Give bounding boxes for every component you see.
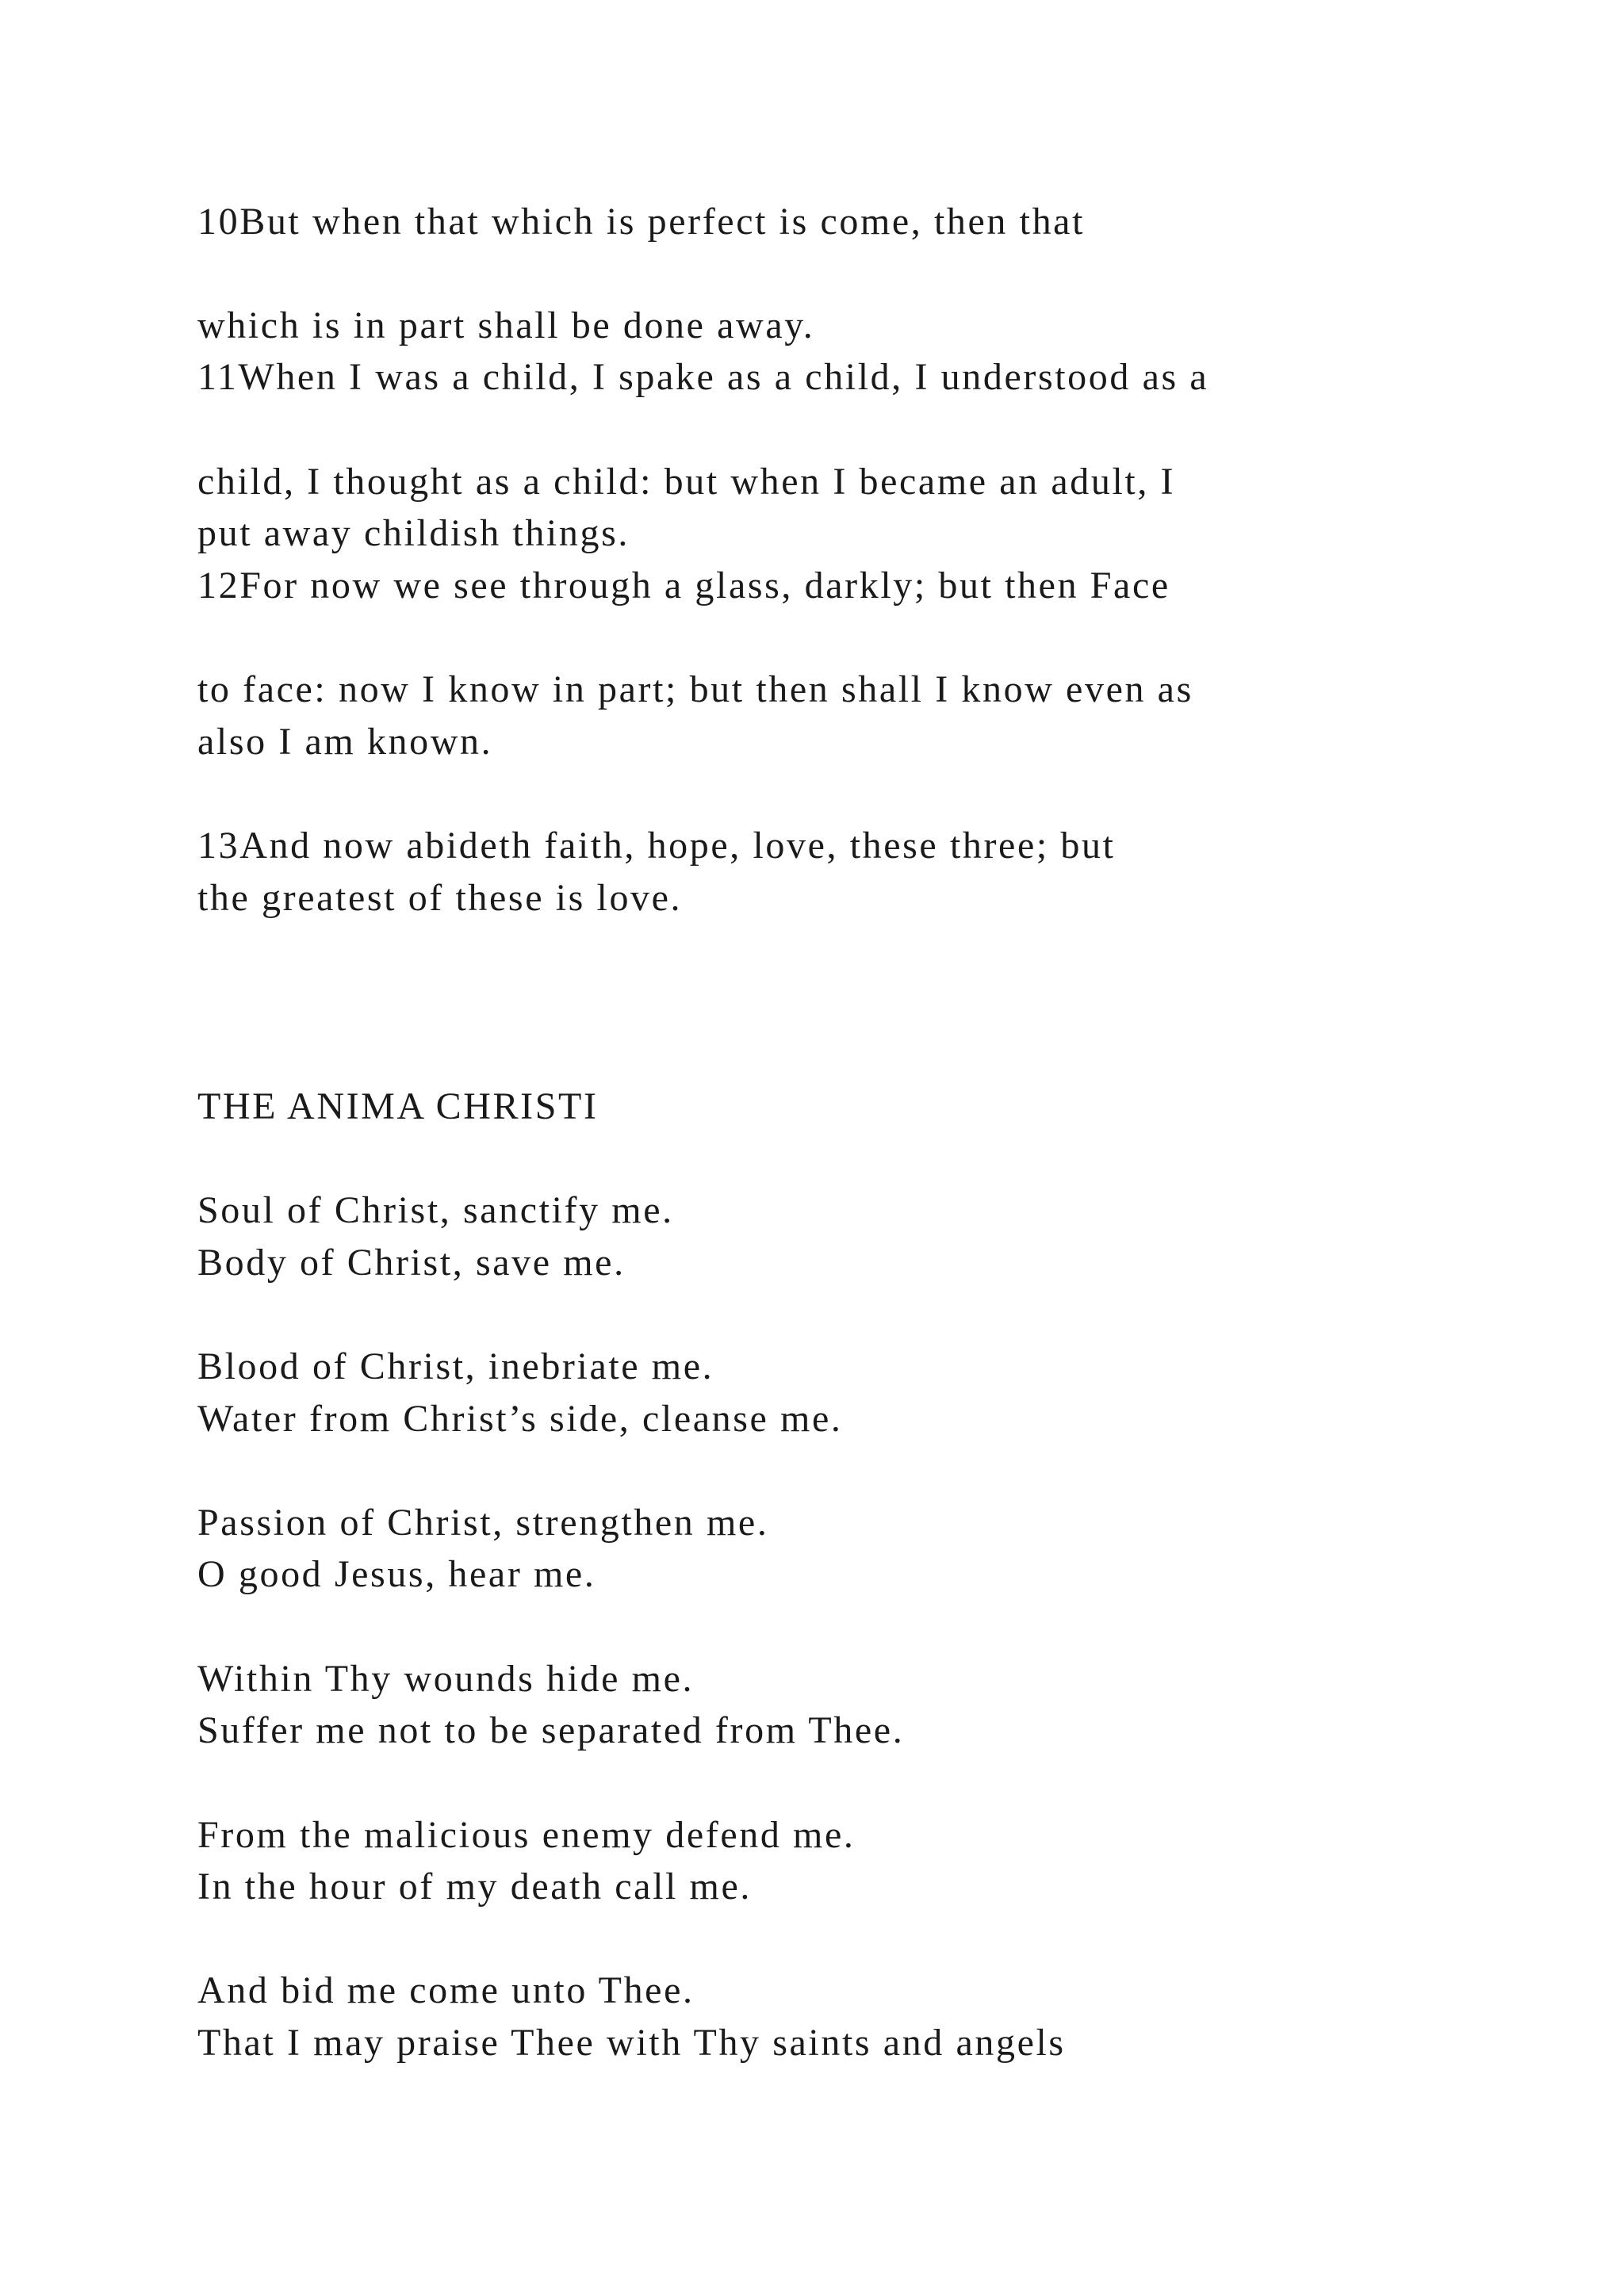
- verse-10-line-1: 10But when that which is perfect is come, then that: [197, 201, 1086, 243]
- prayer-line: Water from Christ’s side, cleanse me.: [197, 1398, 843, 1440]
- prayer-line: Blood of Christ, inebriate me.: [197, 1345, 714, 1387]
- prayer-line: From the malicious enemy defend me.: [197, 1814, 856, 1856]
- prayer-line: O good Jesus, hear me.: [197, 1553, 596, 1595]
- verse-11-line-2: child, I thought as a child: but when I became an adult, I: [197, 461, 1176, 503]
- prayer-line: Suffer me not to be separated from Thee.: [197, 1709, 905, 1751]
- prayer-line: And bid me come unto Thee.: [197, 1969, 695, 2011]
- prayer-title: THE ANIMA CHRISTI: [197, 1085, 599, 1127]
- prayer-line: Passion of Christ, strengthen me.: [197, 1502, 769, 1544]
- prayer-line: Soul of Christ, sanctify me.: [197, 1189, 674, 1231]
- verse-12-line-3: also I am known.: [197, 721, 493, 763]
- verse-13-line-2: the greatest of these is love.: [197, 877, 683, 919]
- verse-11-line-3: put away childish things.: [197, 512, 630, 554]
- verse-12-line-1: 12For now we see through a glass, darkly; but then Face: [197, 564, 1170, 607]
- verse-13-line-1: 13And now abideth faith, hope, love, these three; but: [197, 825, 1116, 867]
- verse-11-line-1: 11When I was a child, I spake as a child, I understood as a: [197, 356, 1209, 398]
- prayer-line: Within Thy wounds hide me.: [197, 1658, 695, 1700]
- prayer-line: Body of Christ, save me.: [197, 1242, 626, 1284]
- verse-12-line-2: to face: now I know in part; but then shall I know even as: [197, 668, 1193, 710]
- prayer-line: In the hour of my death call me.: [197, 1866, 752, 1908]
- prayer-line: That I may praise Thee with Thy saints and angels: [197, 2022, 1066, 2064]
- verse-10-line-2: which is in part shall be done away.: [197, 304, 815, 346]
